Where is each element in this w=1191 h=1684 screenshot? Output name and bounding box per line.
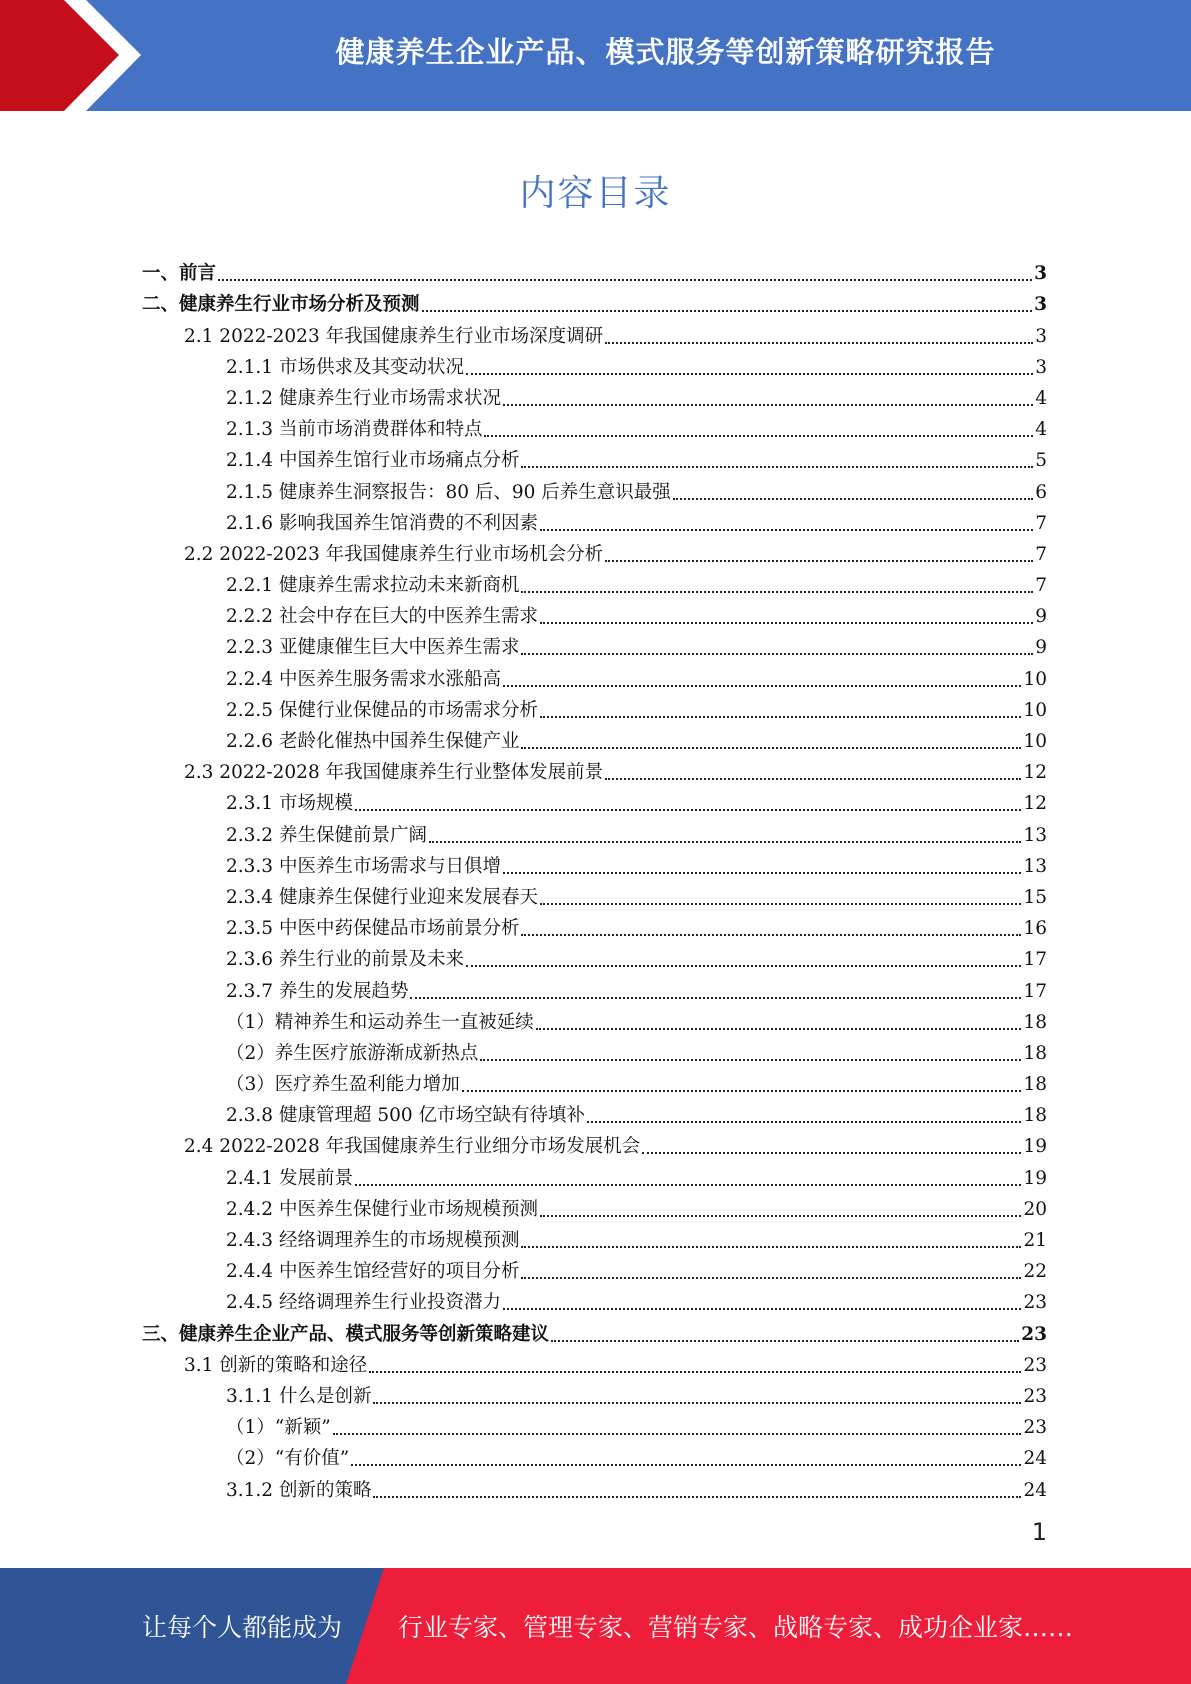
- toc-entry-label: 2.3.2 养生保健前景广阔: [226, 824, 427, 846]
- toc-entry-label: 2.3.5 中医中药保健品市场前景分析: [226, 918, 520, 940]
- toc-entry[interactable]: [142, 1004, 1047, 1035]
- toc-entry-label: （2）养生医疗旅游渐成新热点: [226, 1042, 479, 1064]
- toc-entry[interactable]: [142, 255, 1047, 286]
- toc-entry-page: 3: [1034, 294, 1047, 316]
- toc-dot-leader: [355, 1184, 1022, 1186]
- toc-entry-page: 18: [1023, 1105, 1047, 1127]
- toc-dot-leader: [587, 1121, 1021, 1123]
- toc-entry-label: 3.1.1 什么是创新: [226, 1385, 372, 1407]
- toc-entry[interactable]: [142, 785, 1047, 816]
- toc-entry[interactable]: [142, 411, 1047, 442]
- toc-entry-label: 2.2 2022-2023 年我国健康养生行业市场机会分析: [184, 543, 604, 565]
- toc-entry[interactable]: [142, 1035, 1047, 1066]
- toc-dot-leader: [355, 809, 1022, 811]
- toc-entry-label: 2.1.2 健康养生行业市场需求状况: [226, 387, 501, 409]
- toc-entry[interactable]: [142, 380, 1047, 411]
- toc-entry-page: 6: [1035, 481, 1047, 503]
- toc-entry[interactable]: [142, 1378, 1047, 1409]
- toc-entry-page: 18: [1023, 1011, 1047, 1033]
- toc-entry-page: 4: [1035, 419, 1047, 441]
- toc-entry-page: 3: [1035, 325, 1047, 347]
- toc-entry-page: 7: [1035, 512, 1047, 534]
- toc-entry[interactable]: [142, 1222, 1047, 1253]
- toc-dot-leader: [484, 435, 1033, 437]
- toc-entry[interactable]: [142, 848, 1047, 879]
- toc-dot-leader: [503, 872, 1021, 874]
- toc-entry-label: 2.1.1 市场供求及其变动状况: [226, 356, 464, 378]
- toc-entry-label: 三、健康养生企业产品、模式服务等创新策略建议: [142, 1323, 550, 1345]
- toc-entry-page: 7: [1035, 543, 1047, 565]
- toc-entry-page: 10: [1023, 668, 1047, 690]
- toc-entry-page: 3: [1035, 356, 1047, 378]
- toc-entry-page: 23: [1023, 1354, 1047, 1376]
- toc-entry[interactable]: [142, 1128, 1047, 1159]
- toc-entry[interactable]: [142, 505, 1047, 536]
- toc-entry[interactable]: [142, 567, 1047, 598]
- toc-entry-label: 2.2.4 中医养生服务需求水涨船高: [226, 668, 501, 690]
- toc-entry[interactable]: [142, 1191, 1047, 1222]
- toc-dot-leader: [373, 1496, 1021, 1498]
- toc-dot-leader: [540, 716, 1021, 718]
- toc-entry-page: 19: [1023, 1167, 1047, 1189]
- toc-dot-leader: [521, 1277, 1021, 1279]
- toc-entry-page: 20: [1023, 1198, 1047, 1220]
- toc-entry-page: 19: [1023, 1136, 1047, 1158]
- toc-dot-leader: [503, 685, 1021, 687]
- toc-entry-label: （2）“有价值”: [226, 1448, 350, 1470]
- toc-entry-label: 2.2.2 社会中存在巨大的中医养生需求: [226, 606, 538, 628]
- toc-entry-page: 12: [1023, 793, 1047, 815]
- toc-entry-label: 2.4.1 发展前景: [226, 1167, 353, 1189]
- toc-entry-label: 2.1.3 当前市场消费群体和特点: [226, 419, 483, 441]
- toc-entry[interactable]: [142, 816, 1047, 847]
- toc-entry-label: 2.1.5 健康养生洞察报告：80 后、90 后养生意识最强: [226, 481, 671, 503]
- toc-dot-leader: [605, 342, 1033, 344]
- toc-entry[interactable]: [142, 473, 1047, 504]
- toc-entry-page: 23: [1023, 1292, 1047, 1314]
- toc-dot-leader: [521, 653, 1033, 655]
- toc-dot-leader: [540, 903, 1021, 905]
- toc-dot-leader: [521, 934, 1021, 936]
- toc-dot-leader: [536, 1028, 1022, 1030]
- toc-entry[interactable]: [142, 1066, 1047, 1097]
- toc-entry[interactable]: [142, 754, 1047, 785]
- toc-entry-label: 2.3.8 健康管理超 500 亿市场空缺有待填补: [226, 1105, 586, 1127]
- toc-dot-leader: [521, 1246, 1021, 1248]
- toc-entry-page: 3: [1034, 263, 1047, 285]
- toc-entry[interactable]: [142, 598, 1047, 629]
- toc-dot-leader: [373, 1402, 1021, 1404]
- toc-entry-label: 2.3.3 中医养生市场需求与日俱增: [226, 855, 501, 877]
- toc-dot-leader: [540, 622, 1033, 624]
- toc-dot-leader: [521, 747, 1021, 749]
- toc-title: 内容目录: [519, 173, 672, 214]
- toc-dot-leader: [422, 310, 1033, 312]
- toc-entry-page: 17: [1023, 980, 1047, 1002]
- toc-entry[interactable]: [142, 629, 1047, 660]
- toc-dot-leader: [480, 1059, 1021, 1061]
- toc-entry-page: 18: [1023, 1042, 1047, 1064]
- toc-entry-page: 12: [1023, 762, 1047, 784]
- toc-entry[interactable]: [142, 1097, 1047, 1128]
- toc-entry-page: 18: [1023, 1074, 1047, 1096]
- toc-dot-leader: [503, 1308, 1021, 1310]
- toc-entry-label: （1）精神养生和运动养生一直被延续: [226, 1011, 534, 1033]
- toc-entry-page: 24: [1023, 1479, 1047, 1501]
- toc-entry-page: 23: [1023, 1417, 1047, 1439]
- page-footer: [0, 1568, 1191, 1684]
- toc-entry-label: 2.2.6 老龄化催热中国养生保健产业: [226, 731, 520, 752]
- toc-entry-label: 2.4.5 经络调理养生行业投资潜力: [226, 1292, 501, 1314]
- page-number: 1: [1031, 1518, 1047, 1546]
- toc-entry-label: 一、前言: [142, 263, 217, 285]
- toc-dot-leader: [218, 279, 1032, 281]
- toc-entry-label: 3.1.2 创新的策略: [226, 1479, 372, 1501]
- toc-dot-leader: [605, 560, 1033, 562]
- toc-entry-label: 二、健康养生行业市场分析及预测: [142, 294, 420, 316]
- toc-entry-page: 9: [1035, 606, 1047, 628]
- toc-entry[interactable]: [142, 442, 1047, 473]
- toc-entry-label: 2.4.2 中医养生保健行业市场规模预测: [226, 1198, 538, 1220]
- toc-entry[interactable]: [142, 1159, 1047, 1190]
- toc-entry-page: 17: [1023, 949, 1047, 971]
- toc-entry-label: 2.1.4 中国养生馆行业市场痛点分析: [226, 450, 520, 472]
- toc-dot-leader: [642, 1152, 1021, 1154]
- toc-entry[interactable]: [142, 660, 1047, 691]
- toc-entry[interactable]: [142, 692, 1047, 723]
- toc-entry-page: 22: [1023, 1261, 1047, 1283]
- toc-entry-page: 10: [1023, 731, 1047, 752]
- toc-entry-label: 2.4 2022-2028 年我国健康养生行业细分市场发展机会: [184, 1136, 641, 1158]
- toc-entry[interactable]: [142, 879, 1047, 910]
- toc-entry-label: 2.3 2022-2028 年我国健康养生行业整体发展前景: [184, 762, 604, 784]
- toc-entry-label: 2.1 2022-2023 年我国健康养生行业市场深度调研: [184, 325, 604, 347]
- toc-entry-page: 13: [1023, 855, 1047, 877]
- toc-entry[interactable]: [142, 317, 1047, 348]
- toc-entry-page: 9: [1035, 637, 1047, 659]
- toc-dot-leader: [540, 1215, 1021, 1217]
- toc-entry-label: （1）“新颖”: [226, 1417, 331, 1439]
- toc-entry[interactable]: [142, 1471, 1047, 1502]
- toc-entry-page: 15: [1023, 886, 1047, 908]
- report-title: 健康养生企业产品、模式服务等创新策略研究报告: [335, 34, 996, 69]
- toc-entry[interactable]: [142, 1347, 1047, 1378]
- toc-entry-page: 5: [1035, 450, 1047, 472]
- toc-entry-label: 2.3.4 健康养生保健行业迎来发展春天: [226, 886, 538, 908]
- toc-dot-leader: [503, 404, 1033, 406]
- footer-slogan-right: 行业专家、管理专家、营销专家、战略专家、成功企业家……: [398, 1613, 1074, 1642]
- toc-dot-leader: [333, 1433, 1022, 1435]
- toc-dot-leader: [369, 1371, 1021, 1373]
- toc-entry-label: 3.1 创新的策略和途径: [184, 1354, 368, 1376]
- toc-dot-leader: [605, 778, 1021, 780]
- toc-entry[interactable]: [142, 941, 1047, 972]
- toc-entry-page: 10: [1023, 699, 1047, 721]
- table-of-contents: [142, 255, 1047, 1503]
- toc-entry-page: 16: [1023, 918, 1047, 940]
- toc-dot-leader: [540, 529, 1033, 531]
- toc-entry-label: 2.1.6 影响我国养生馆消费的不利因素: [226, 512, 538, 534]
- toc-entry[interactable]: [142, 910, 1047, 941]
- toc-entry[interactable]: [142, 723, 1047, 754]
- toc-entry-label: 2.2.1 健康养生需求拉动未来新商机: [226, 575, 520, 597]
- toc-entry-label: 2.3.7 养生的发展趋势: [226, 980, 409, 1002]
- toc-dot-leader: [462, 1090, 1022, 1092]
- toc-entry-page: 24: [1023, 1448, 1047, 1470]
- toc-entry-page: 23: [1023, 1385, 1047, 1407]
- toc-dot-leader: [410, 997, 1021, 999]
- toc-entry-label: 2.2.5 保健行业保健品的市场需求分析: [226, 699, 538, 721]
- toc-entry-page: 23: [1021, 1323, 1047, 1345]
- toc-entry-label: 2.2.3 亚健康催生巨大中医养生需求: [226, 637, 520, 659]
- toc-entry[interactable]: [142, 972, 1047, 1003]
- toc-entry-label: 2.4.4 中医养生馆经营好的项目分析: [226, 1261, 520, 1283]
- toc-entry-label: 2.3.1 市场规模: [226, 793, 353, 815]
- toc-entry-page: 21: [1023, 1230, 1047, 1251]
- toc-entry-page: 7: [1035, 575, 1047, 597]
- toc-dot-leader: [466, 373, 1033, 375]
- toc-entry[interactable]: [142, 1284, 1047, 1315]
- toc-dot-leader: [429, 841, 1021, 843]
- toc-entry-page: 4: [1035, 387, 1047, 409]
- page-header: [0, 0, 1191, 111]
- toc-dot-leader: [521, 591, 1033, 593]
- toc-dot-leader: [351, 1464, 1021, 1466]
- toc-entry[interactable]: [142, 349, 1047, 380]
- toc-dot-leader: [673, 498, 1033, 500]
- toc-entry[interactable]: [142, 1440, 1047, 1471]
- toc-entry-label: （3）医疗养生盈利能力增加: [226, 1074, 460, 1096]
- toc-dot-leader: [466, 965, 1021, 967]
- toc-entry[interactable]: [142, 1315, 1047, 1346]
- toc-entry-label: 2.4.3 经络调理养生的市场规模预测: [226, 1230, 520, 1251]
- chevron-decoration-icon: [0, 0, 160, 111]
- toc-entry[interactable]: [142, 536, 1047, 567]
- toc-entry-page: 13: [1023, 824, 1047, 846]
- toc-entry-label: 2.3.6 养生行业的前景及未来: [226, 949, 464, 971]
- footer-slogan-left: 让每个人都能成为: [142, 1613, 343, 1642]
- toc-dot-leader: [551, 1340, 1019, 1342]
- toc-dot-leader: [521, 466, 1033, 468]
- toc-entry[interactable]: [142, 1409, 1047, 1440]
- toc-entry[interactable]: [142, 286, 1047, 317]
- toc-entry[interactable]: [142, 1253, 1047, 1284]
